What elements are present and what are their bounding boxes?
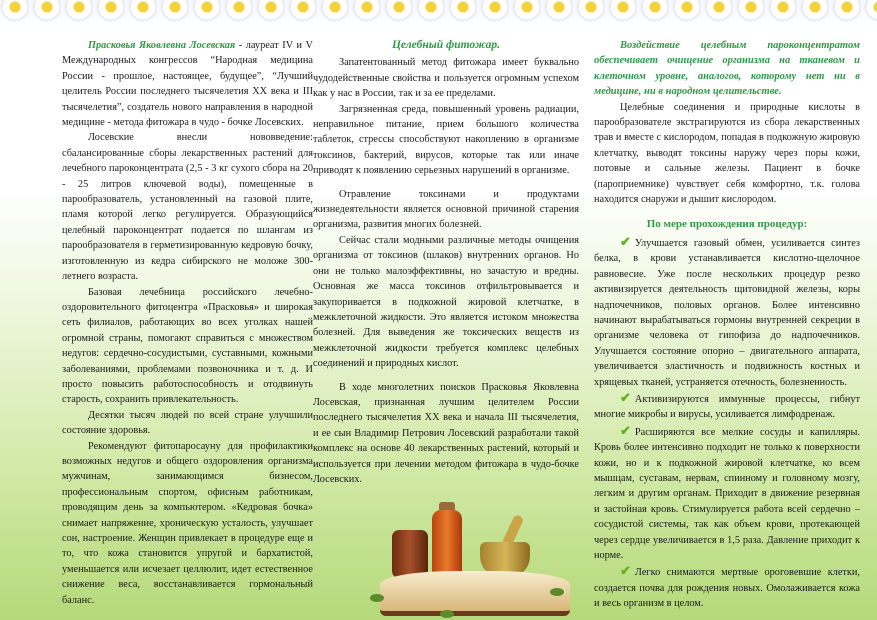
paragraph: В ходе многолетних поисков Прасковья Яковлевна Лосевская, признанная лучшим целителем России последнего тысячелетия XX века и начала III тысячелетия, и ее сын Владимир Петрович Лосевский разработали такой комплекс на основе 40 лекарственных растений, который и используется при лечении методом фитожара в чудо-бочке Лосевских. bbox=[313, 381, 579, 485]
check-icon: ✔ bbox=[620, 233, 631, 249]
daisy-icon bbox=[352, 0, 382, 22]
daisy-icon bbox=[768, 0, 798, 22]
list-item-text: Расширяются все мелкие сосуды и капилляры. Кровь более интенсивно подходит не только к поверхности кожи, но и к подкожной жировой клетчатке, ко всем мышцам, суставам, нервам, спинному и головному мозгу, легким и другим органам. Приходит в движение резервная и застойная кровь. Стимулируется работа всей сердечно – сосудистой системы, так как объем крови, протекающей через сердце увеличивается в 1,5 раза. Давление приходит к норме. bbox=[594, 426, 860, 561]
check-icon: ✔ bbox=[620, 422, 631, 438]
herbal-medicine-illustration bbox=[380, 502, 570, 620]
daisy-icon bbox=[864, 0, 877, 22]
daisy-icon bbox=[512, 0, 542, 22]
daisy-border bbox=[0, 0, 877, 26]
highlight-heading: Воздействие целебным пароконцентратом обеспечивает очищение организма на тканевом и клеточном уровне, аналогов, которому нет ни в медицине, ни в народном целительстве. bbox=[594, 40, 860, 98]
middle-column bbox=[313, 38, 579, 487]
intro-paragraph bbox=[62, 38, 313, 130]
left-column bbox=[62, 38, 313, 608]
daisy-icon bbox=[0, 0, 30, 22]
section-title: Целебный фитожар. bbox=[391, 39, 501, 51]
leaf-image bbox=[370, 594, 384, 602]
daisy-icon bbox=[736, 0, 766, 22]
daisy-icon bbox=[224, 0, 254, 22]
bottle-image bbox=[432, 510, 462, 578]
daisy-icon bbox=[640, 0, 670, 22]
leaf-image bbox=[440, 610, 454, 618]
daisy-icon bbox=[800, 0, 830, 22]
list-subtitle: По мере прохождения процедур: bbox=[646, 218, 808, 231]
paragraph: Сейчас стали модными различные методы очищения организма от токсинов (шлаков) внутренних органов. Но они не только малоэффективны, но зачастую и вредны. Основная же масса токсинов отфильтровывается и закупоривается в подкожной жировой клетчатке, в межклеточной жидкости. Это является истоком множества болезней. Для выведения же токсических веществ из межклеточной жидкости требуется комплекс целебных соединений и природных кислот. bbox=[313, 234, 579, 370]
list-item-text: Улучшается газовый обмен, усиливается синтез белка, в крови устанавливается кислотно-щелочное равновесие. Уже после нескольких процедур резко активизируется деятельность щитовидной железы, коры надпочечников, половых органов. Более интенсивно начинают вырабатываться гормоны внутренней секреции в организме человека от гипофиза до надпочечников. Улучшается состояние опорно – двигательного аппарата, увеличивается эластичность и подвижность костных и хрящевых тканей, устраняется отечность, болезненность. bbox=[594, 237, 860, 388]
daisy-icon bbox=[576, 0, 606, 22]
daisy-icon bbox=[64, 0, 94, 22]
author-name: Прасковья Яковлевна Лосевская bbox=[88, 40, 236, 51]
jar-image bbox=[392, 530, 428, 578]
check-icon: ✔ bbox=[620, 563, 631, 579]
open-book-image bbox=[380, 571, 570, 616]
paragraph: Десятки тысяч людей по всей стране улучшили состояние здоровья. bbox=[62, 409, 313, 437]
daisy-icon bbox=[256, 0, 286, 22]
list-item bbox=[594, 563, 860, 611]
paragraph: Рекомендуют фитопаросауну для профилактики возможных недугов и общего оздоровления организма мужчинам, занимающимся бизнесом, профессиональным спортом, офисным работникам, проводящим день за компьютером. «Кедровая бочка» снимает напряжение, хроническую усталость, улучшает сон, настроение. Женщин привлекает в процедуре еще и то, что кожа становится упругой и бархатистой, уменьшается или исчезает целлюлит, идет естественное снижение веса, восстанавливается гормональный баланс. bbox=[62, 440, 313, 606]
list-item bbox=[594, 423, 860, 564]
paragraph: Загрязненная среда, повышенный уровень радиации, неправильное питание, прием большого количества таблеток, стрессы способствуют накоплению в организме токсинов, бактерий, вирусов, которые так или иначе приводят к появлению серьезных нарушений в организме. bbox=[313, 103, 579, 177]
paragraph: Базовая лечебница российского лечебно-оздоровительного фитоцентра «Прасковья» и широкая сеть филиалов, работающих во всех уголках нашей огромной страны, помогают справиться с множеством недугов: сердечно-сосудистыми, суставными, кожными заболеваниями, проблемами позвоночника и т. д. И просто повысить работоспособность и отодвинуть старость, сохранить привлекательность. bbox=[62, 286, 313, 406]
leaf-image bbox=[550, 588, 564, 596]
paragraph: Целебные соединения и природные кислоты в парообразователе экстрагируются из сбора лекарственных трав и вместе с кислородом, попадая в подкожную жировую клетчатку, выводят токсины наружу через поры кожи, потовые и сальные железы. Пациент в бочке (пароприемнике) чувствует себя комфортно, т.к. голова находится снаружи и дышит кислородом. bbox=[594, 101, 860, 206]
daisy-icon bbox=[288, 0, 318, 22]
daisy-icon bbox=[704, 0, 734, 22]
daisy-icon bbox=[448, 0, 478, 22]
list-item bbox=[594, 390, 860, 423]
paragraph: Запатентованный метод фитожара имеет буквально чудодейственные свойства и пользуется огромным успехом как у нас в России, так и за ее пределами. bbox=[313, 57, 579, 100]
paragraph: Отравление токсинами и продуктами жизнедеятельности является основной причиной старения организма, развития многих болезней. bbox=[313, 188, 579, 231]
daisy-icon bbox=[832, 0, 862, 22]
daisy-icon bbox=[672, 0, 702, 22]
daisy-icon bbox=[480, 0, 510, 22]
check-icon: ✔ bbox=[620, 389, 631, 405]
intro-text: - лауреат IV и V Международных конгрессов “Народная медицина России - прошлое, настоящее, будущее”, “Лучший целитель России последнего тысячелетия XX века и III тысячелетия”, создатель нового направления в народной медицине - метода фитожара в чудо - бочке Лосевских. bbox=[62, 40, 313, 129]
daisy-icon bbox=[96, 0, 126, 22]
daisy-icon bbox=[192, 0, 222, 22]
paragraph: Лосевские внесли нововведение: сбалансированные сборы лекарственных растений для лечебного пароконцентрата (2,5 - 3 кг сухого сбора на 20 - 25 литров ключевой воды), помещенные в парообразователь, установленный на газовой плите, пламя которой легко регулируется. Образующийся целебный пароконцентрат подается по шлангам из парообразователя в герметизированную кедровую бочку, изготовленную из кедра сибирского не моложе 300-летнего возраста. bbox=[62, 132, 313, 283]
list-item-text: Легко снимаются мертвые ороговевшие клетки, создается почва для рождения новых. Омолаживается кожа и весь организм в целом. bbox=[594, 567, 860, 610]
list-item-text: Активизируются иммунные процессы, гибнут многие микробы и вирусы, усиливается лимфодренаж. bbox=[594, 393, 860, 421]
daisy-icon bbox=[160, 0, 190, 22]
daisy-icon bbox=[384, 0, 414, 22]
daisy-icon bbox=[320, 0, 350, 22]
right-column bbox=[594, 38, 860, 612]
daisy-icon bbox=[608, 0, 638, 22]
list-item bbox=[594, 234, 860, 390]
daisy-icon bbox=[416, 0, 446, 22]
daisy-icon bbox=[32, 0, 62, 22]
daisy-icon bbox=[128, 0, 158, 22]
daisy-icon bbox=[544, 0, 574, 22]
